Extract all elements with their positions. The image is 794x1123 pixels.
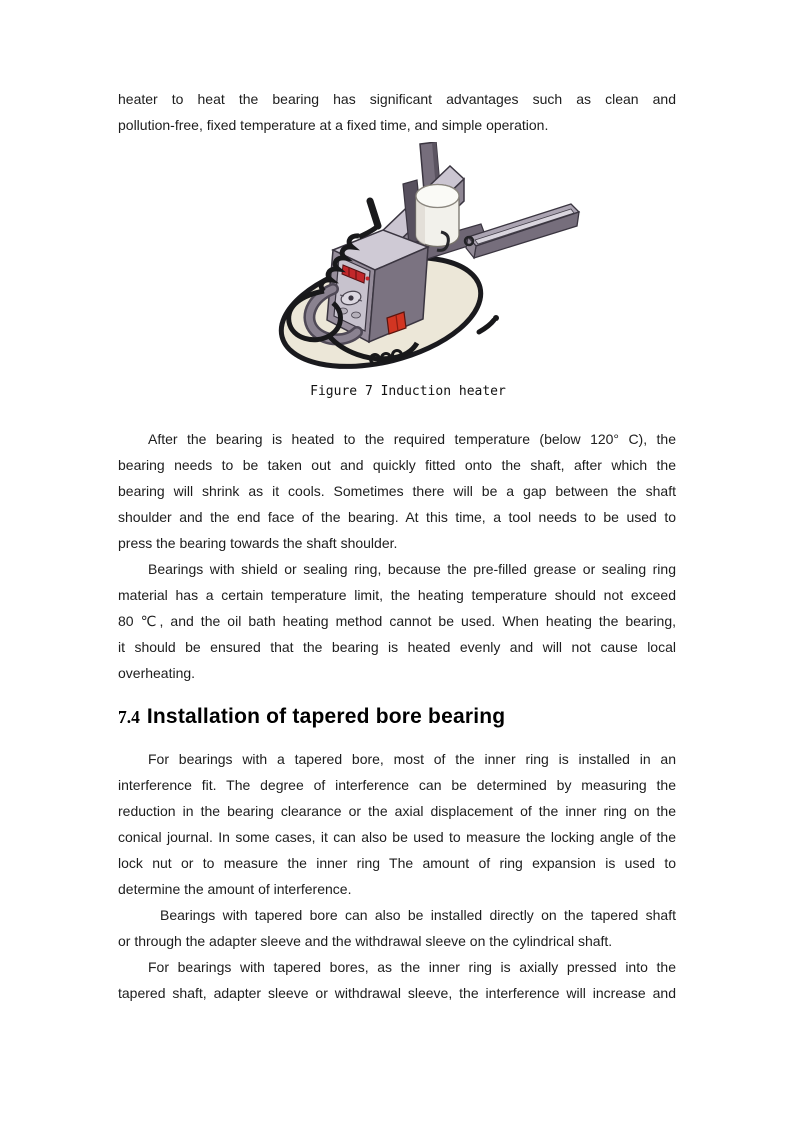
text-line: shoulder and the end face of the bearing. At this time, a tool needs to be used to	[118, 509, 676, 525]
text-line: pollution-free, fixed temperature at a fixed time, and simple operation.	[118, 117, 549, 133]
figure-induction-heater	[118, 142, 676, 382]
text-line: reduction in the bearing clearance or the axial displacement of the inner ring on the	[118, 803, 676, 819]
paragraph-sealed-bearings	[118, 556, 676, 686]
text-line: lock nut or to measure the inner ring The amount of ring expansion is used to	[118, 855, 676, 871]
paragraph-tapered-bore-interference	[118, 746, 676, 902]
text-line: Bearings with tapered bore can also be installed directly on the tapered shaft	[160, 907, 676, 923]
heater-coil-cylinder	[416, 185, 459, 247]
text-line: tapered shaft, adapter sleeve or withdrawal sleeve, the interference will increase and	[118, 985, 676, 1001]
page-content	[118, 86, 676, 1006]
section-heading	[118, 702, 676, 732]
paragraph-heating-procedure	[118, 426, 676, 556]
figure-caption: Figure 7 Induction heater	[310, 384, 506, 399]
text-line: overheating.	[118, 665, 196, 681]
text-line: For bearings with tapered bores, as the inner ring is axially pressed into the	[148, 959, 676, 975]
section-title: Installation of tapered bore bearing	[146, 705, 506, 728]
text-line: After the bearing is heated to the required temperature (below 120° C), the	[148, 431, 676, 447]
section-number: 7.4	[118, 707, 140, 727]
text-line: determine the amount of interference.	[118, 881, 352, 897]
text-line: interference fit. The degree of interference can be determined by measuring the	[118, 777, 676, 793]
text-line: press the bearing towards the shaft shoulder.	[118, 535, 398, 551]
text-line: conical journal. In some cases, it can also be used to measure the locking angle of the	[118, 829, 676, 845]
text-line: For bearings with a tapered bore, most of the inner ring is installed in an	[148, 751, 676, 767]
induction-heater-illustration	[253, 142, 583, 382]
text-line: heater to heat the bearing has significant advantages such as clean and	[118, 91, 676, 107]
text-line: or through the adapter sleeve and the withdrawal sleeve on the cylindrical shaft.	[118, 933, 613, 949]
text-line: 80 ℃, and the oil bath heating method cannot be used. When heating the bearing,	[118, 613, 676, 629]
text-line: it should be ensured that the bearing is heated evenly and will not cause local	[118, 639, 676, 655]
paragraph-heating-advantages	[118, 86, 676, 138]
text-line: material has a certain temperature limit, the heating temperature should not exceed	[118, 587, 676, 603]
paragraph-tapered-bore-mounting	[118, 902, 676, 954]
paragraph-tapered-bore-pressing	[118, 954, 676, 1006]
text-line: bearing will shrink as it cools. Sometimes there will be a gap between the shaft	[118, 483, 676, 499]
text-line: Bearings with shield or sealing ring, because the pre-filled grease or sealing ring	[148, 561, 676, 577]
text-line: bearing needs to be taken out and quickly fitted onto the shaft, after which the	[118, 457, 676, 473]
